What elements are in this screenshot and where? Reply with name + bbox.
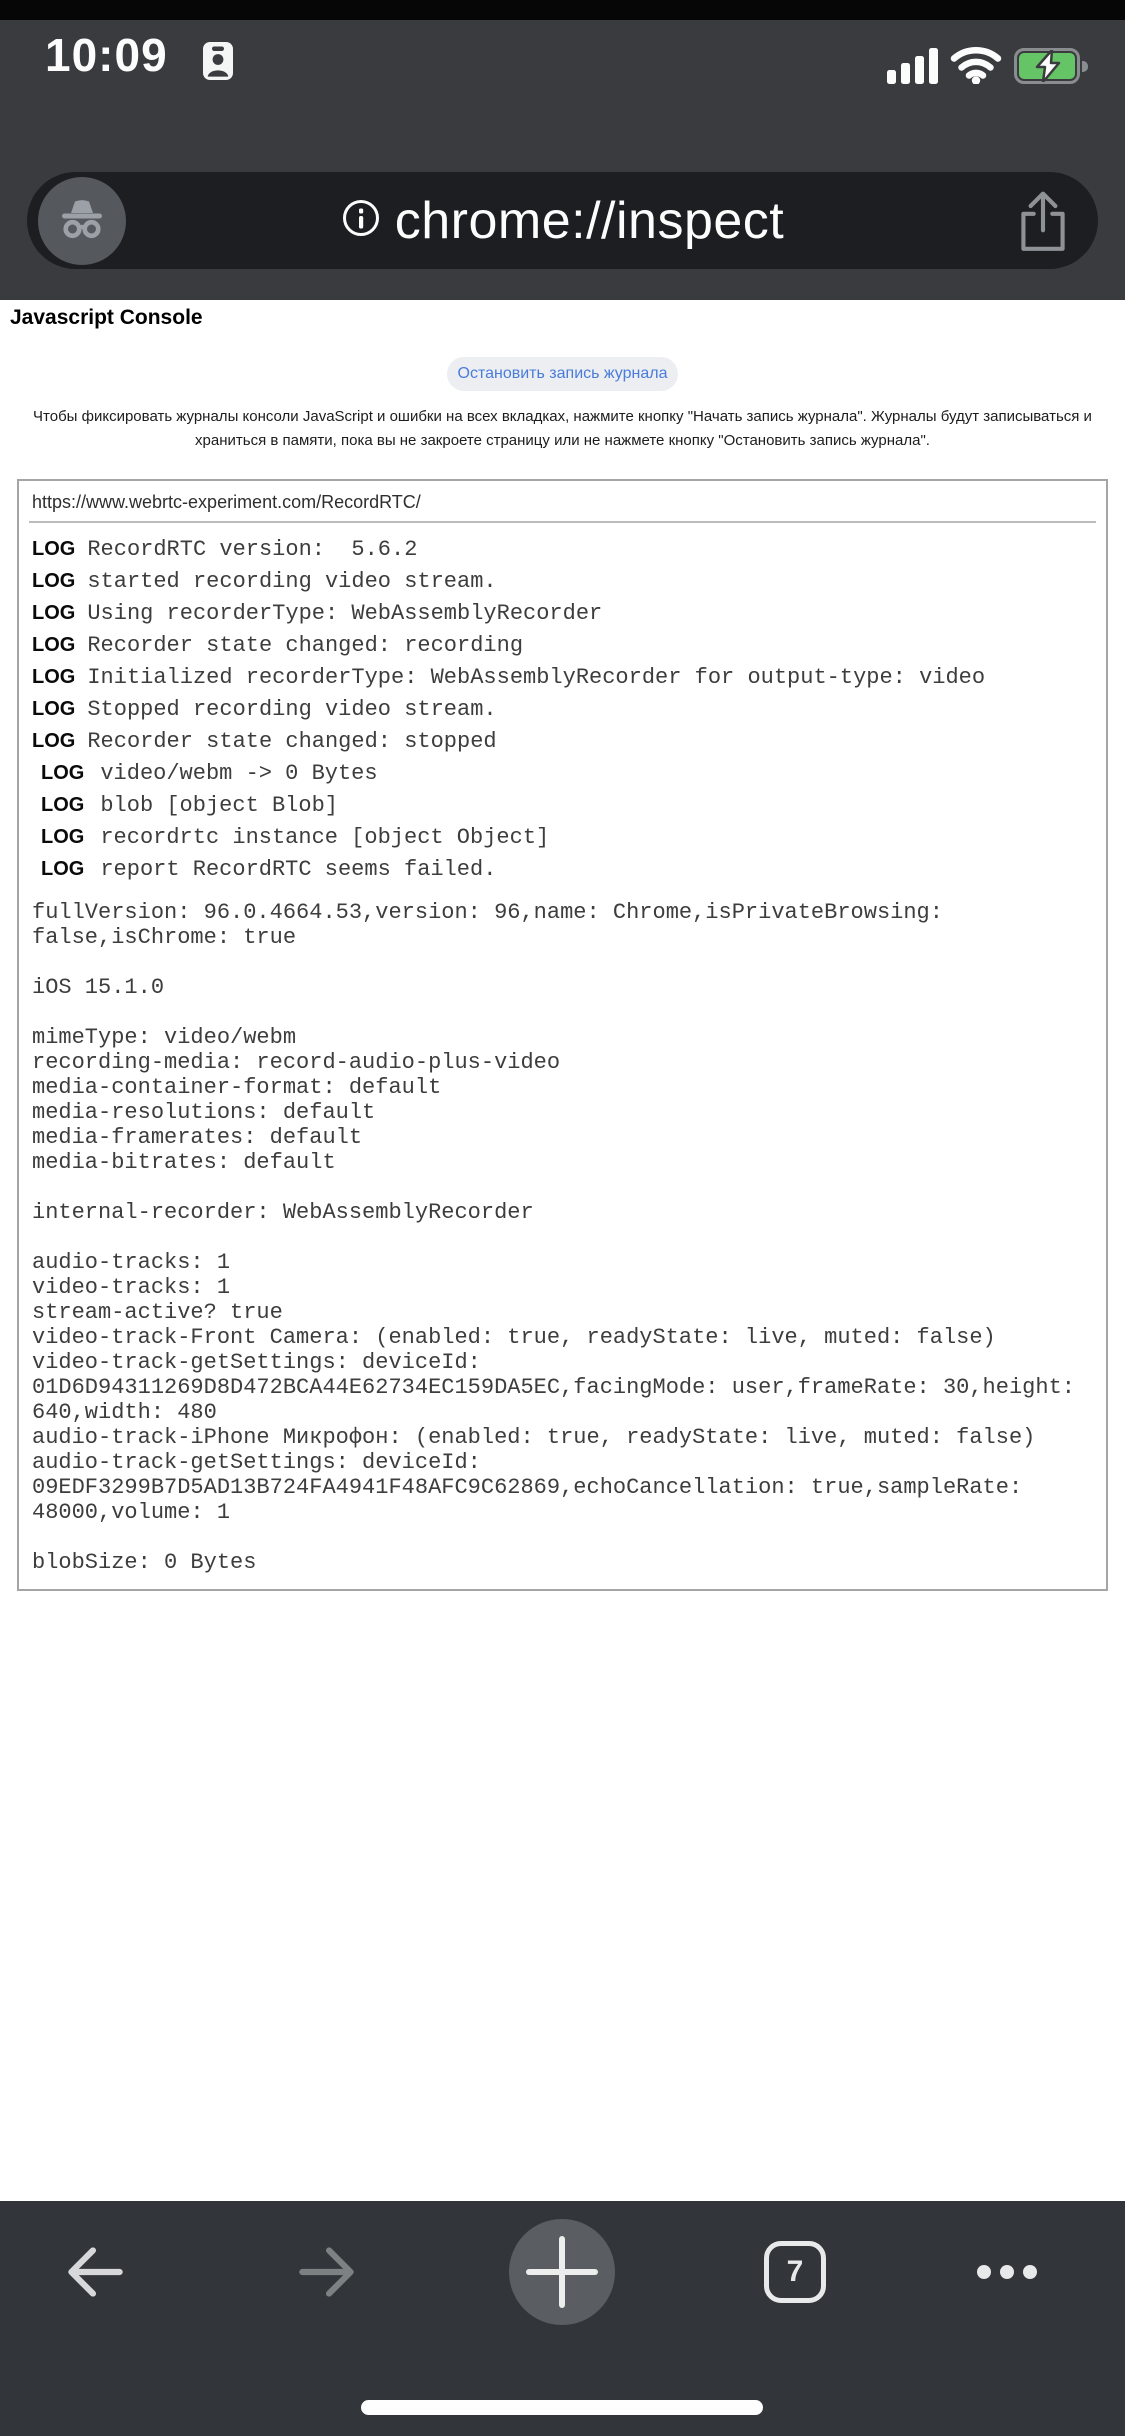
- console-info-line: video-track-getSettings: deviceId:: [32, 1350, 481, 1375]
- log-level-label: LOG: [32, 730, 76, 752]
- battery-charging-icon: [1014, 48, 1092, 84]
- log-message: recordrtc instance [object Object]: [100, 825, 550, 850]
- menu-button[interactable]: [952, 2217, 1062, 2327]
- console-info-line: iOS 15.1.0: [32, 975, 165, 1000]
- log-entry: [32, 697, 1093, 722]
- console-info-block: [32, 1200, 1093, 1225]
- page-info-icon: [341, 198, 381, 243]
- console-info-line: fullVersion: 96.0.4664.53,version: 96,name: Chrome,isPrivateBrowsing:: [32, 900, 943, 925]
- share-icon: [1014, 189, 1072, 255]
- console-info-line: audio-tracks: 1: [32, 1250, 231, 1275]
- focus-mode-person-icon: [203, 42, 233, 85]
- console-info-line: media-bitrates: default: [32, 1150, 336, 1175]
- log-entry: [32, 729, 1093, 754]
- log-entry: [41, 761, 1093, 786]
- console-info-block: [32, 1025, 1093, 1175]
- omnibox-url[interactable]: [341, 191, 785, 251]
- more-options-icon: [977, 2265, 1037, 2279]
- log-message: Stopped recording video stream.: [87, 697, 497, 722]
- console-log-entries: [32, 537, 1093, 882]
- log-level-label: LOG: [32, 602, 76, 624]
- log-level-label: LOG: [32, 666, 76, 688]
- console-info-line: video-track-Front Camera: (enabled: true, readyState: live, muted: false): [32, 1325, 996, 1350]
- console-info-line: 640,width: 480: [32, 1400, 217, 1425]
- console-log-panel: [17, 479, 1108, 1591]
- log-level-label: LOG: [32, 570, 76, 592]
- log-entry: [32, 665, 1093, 690]
- console-info-line: media-framerates: default: [32, 1125, 363, 1150]
- share-button[interactable]: [1014, 189, 1072, 260]
- incognito-icon: [57, 197, 107, 246]
- log-level-label: LOG: [32, 634, 76, 656]
- screen-top-edge: [0, 0, 1125, 20]
- log-message: started recording video stream.: [87, 569, 497, 594]
- log-message: RecordRTC version: 5.6.2: [87, 537, 418, 562]
- back-arrow-icon: [58, 2235, 132, 2309]
- tab-count: 7: [786, 2255, 804, 2288]
- console-info-line: 09EDF3299B7D5AD13B724FA4941F48AFC9C62869,echoCancellation: true,sampleRate:: [32, 1475, 1023, 1500]
- log-level-label: LOG: [41, 762, 85, 784]
- console-info-line: 48000,volume: 1: [32, 1500, 231, 1525]
- log-entry: [41, 793, 1093, 818]
- console-info-block: [32, 1550, 1093, 1575]
- log-message: video/webm -> 0 Bytes: [100, 761, 378, 786]
- log-message: Recorder state changed: recording: [87, 633, 524, 658]
- log-level-label: LOG: [41, 858, 85, 880]
- cellular-signal-icon: [887, 48, 938, 84]
- wifi-icon: [950, 44, 1002, 89]
- console-info-line: audio-track-iPhone Микрофон: (enabled: true, readyState: live, muted: false): [32, 1425, 1036, 1450]
- console-info-block: [32, 1250, 1093, 1525]
- log-entry: [32, 633, 1093, 658]
- console-info-line: blobSize: 0 Bytes: [32, 1550, 257, 1575]
- console-info-line: false,isChrome: true: [32, 925, 297, 950]
- home-indicator[interactable]: [361, 2400, 763, 2415]
- log-message: Using recorderType: WebAssemblyRecorder: [87, 601, 603, 626]
- forward-button[interactable]: [272, 2217, 382, 2327]
- plus-icon: [525, 2235, 599, 2309]
- log-entry: [32, 601, 1093, 626]
- url-text: chrome://inspect: [394, 191, 785, 250]
- page-title: Javascript Console: [10, 306, 203, 329]
- console-info-line: video-tracks: 1: [32, 1275, 231, 1300]
- console-info-line: media-resolutions: default: [32, 1100, 376, 1125]
- log-message: Recorder state changed: stopped: [87, 729, 497, 754]
- console-info-line: media-container-format: default: [32, 1075, 442, 1100]
- forward-arrow-icon: [290, 2235, 364, 2309]
- console-info-line: internal-recorder: WebAssemblyRecorder: [32, 1200, 534, 1225]
- description-line: храниться в памяти, пока вы не закроете страницу или не нажмете кнопку "Остановить запись журнала".: [195, 432, 930, 449]
- console-info-block: [32, 900, 1093, 950]
- log-entry: [41, 825, 1093, 850]
- log-entry: [32, 537, 1093, 562]
- incognito-badge-button[interactable]: [38, 177, 126, 265]
- log-message: Initialized recorderType: WebAssemblyRecorder for output-type: video: [87, 665, 986, 690]
- console-info-blocks: [32, 900, 1093, 1575]
- console-info-line: stream-active? true: [32, 1300, 283, 1325]
- console-info-line: 01D6D94311269D8D472BCA44E62734EC159DA5EC,facingMode: user,frameRate: 30,height:: [32, 1375, 1075, 1400]
- log-level-label: LOG: [32, 698, 76, 720]
- console-info-block: [32, 975, 1093, 1000]
- stop-logging-button[interactable]: Остановить запись журнала: [447, 357, 679, 391]
- log-entry: [32, 569, 1093, 594]
- omnibox[interactable]: [27, 172, 1098, 269]
- back-button[interactable]: [40, 2217, 150, 2327]
- console-info-line: mimeType: video/webm: [32, 1025, 297, 1050]
- charging-bolt-icon: [1031, 50, 1065, 87]
- log-level-label: LOG: [41, 826, 85, 848]
- browser-header: [0, 20, 1125, 300]
- description-text: [0, 405, 1125, 453]
- page-content: [0, 300, 1125, 1591]
- browser-toolbar: [0, 2201, 1125, 2436]
- log-message: blob [object Blob]: [100, 793, 338, 818]
- status-icons: [887, 44, 1092, 88]
- log-source-url: https://www.webrtc-experiment.com/RecordRTC/: [32, 492, 421, 512]
- description-line: Чтобы фиксировать журналы консоли JavaScript и ошибки на всех вкладках, нажмите кнопку "Начать запись журнала". Журналы будут записываться и: [33, 408, 1092, 425]
- status-time: 10:09: [45, 29, 168, 81]
- new-tab-button[interactable]: [507, 2217, 617, 2327]
- log-panel-divider: [29, 521, 1096, 523]
- tab-switcher-button[interactable]: [740, 2217, 850, 2327]
- log-level-label: LOG: [32, 538, 76, 560]
- console-info-line: audio-track-getSettings: deviceId:: [32, 1450, 481, 1475]
- log-entry: [41, 857, 1093, 882]
- log-level-label: LOG: [41, 794, 85, 816]
- log-message: report RecordRTC seems failed.: [100, 857, 497, 882]
- console-info-line: recording-media: record-audio-plus-video: [32, 1050, 561, 1075]
